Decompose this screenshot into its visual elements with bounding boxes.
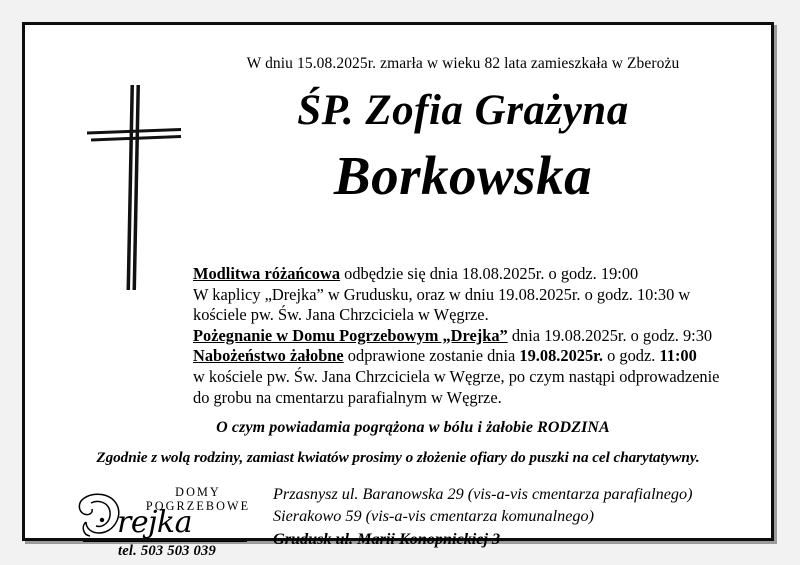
farewell-detail: dnia 19.08.2025r. o godz. 9:30 xyxy=(507,325,713,345)
service-details xyxy=(193,264,753,408)
logo-brand-name: rejka xyxy=(117,505,192,540)
funeral-mass-mid-2: o godz. xyxy=(603,346,660,366)
family-notice-line: O czym powiadamia pogrążona w bólu i żałobie RODZINA xyxy=(216,419,610,436)
farewell-label: Pożegnanie w Domu Pogrzebowym „Drejka” xyxy=(193,325,508,345)
funeral-mass-line-3: do grobu na cmentarzu parafialnym w Węgrze. xyxy=(193,387,502,407)
address-line-1: Przasnysz ul. Baranowska 29 (vis-a-vis cmentarza parafialnego) xyxy=(273,485,693,503)
death-announcement-line: W dniu 15.08.2025r. zmarła w wieku 82 lata zamieszkała w Zberożu xyxy=(246,55,680,72)
logo-word-line-2: POGRZEBOWE xyxy=(145,499,251,513)
rosary-line-3: kościele pw. Św. Jana Chrzciciela w Węgrze. xyxy=(193,305,489,325)
address-line-2: Sierakowo 59 (vis-a-vis cmentarza komunalnego) xyxy=(273,507,594,525)
notice-frame xyxy=(22,22,774,559)
funeral-mass-label: Nabożeństwo żałobne xyxy=(193,346,344,366)
funeral-mass-line-2: w kościele pw. Św. Jana Chrzciciela w Węgrze, po czym nastąpi odprowadzenie xyxy=(193,366,720,386)
cross-icon xyxy=(73,85,183,290)
funeral-home-phone: tel. 503 503 039 xyxy=(117,543,217,559)
farewell-line xyxy=(193,326,753,347)
funeral-home-logo xyxy=(77,483,257,559)
funeral-home-addresses xyxy=(273,483,773,550)
rosary-label: Modlitwa różańcowa xyxy=(193,264,341,283)
logo-divider xyxy=(83,541,247,542)
funeral-mass-date: 19.08.2025r. xyxy=(519,346,604,366)
address-line-3: Grudusk ul. Marii Konopnickiej 3 xyxy=(273,530,501,548)
funeral-mass-line-1 xyxy=(193,346,753,367)
charity-request-line: Zgodnie z wolą rodziny, zamiast kwiatów prosimy o złożenie ofiary do puszki na cel charytatywny. xyxy=(96,449,700,466)
deceased-surname: Borkowska xyxy=(333,144,593,206)
rosary-line-1 xyxy=(193,264,753,285)
deceased-given-name: ŚP. Zofia Grażyna xyxy=(297,86,629,134)
rosary-detail: odbędzie się dnia 18.08.2025r. o godz. 19:00 xyxy=(340,264,639,283)
logo-word-line-1: DOMY xyxy=(175,485,221,499)
funeral-mass-time: 11:00 xyxy=(659,346,697,366)
funeral-mass-mid-1: odprawione zostanie dnia xyxy=(343,346,520,366)
notice-headline xyxy=(185,55,741,204)
rosary-line-2: W kaplicy „Drejka” w Grudusku, oraz w dniu 19.08.2025r. o godz. 10:30 w xyxy=(193,284,691,304)
